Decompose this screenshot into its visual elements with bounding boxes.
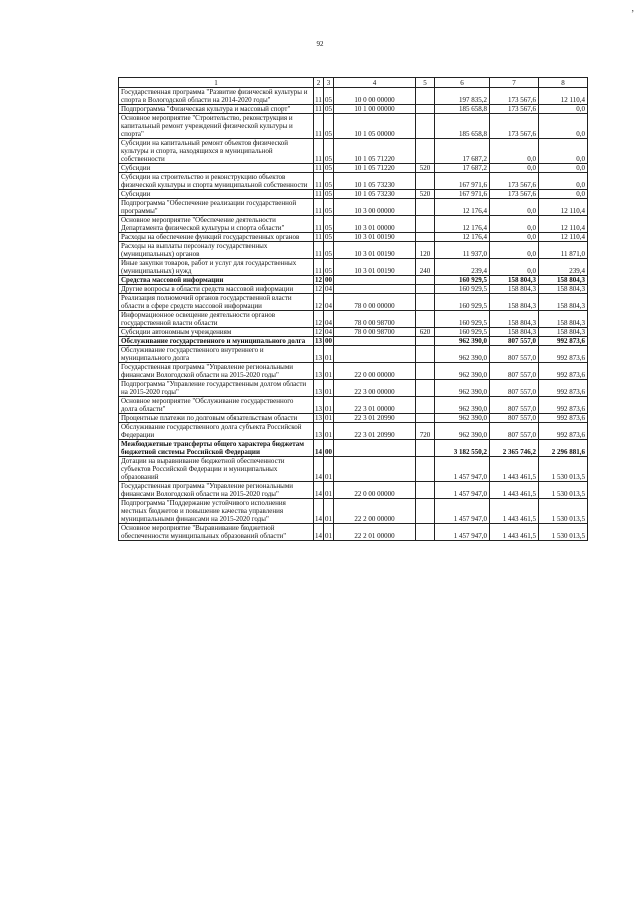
table-row [119,164,588,173]
section-code-cell: 12 [315,276,322,284]
subsection-code-cell: 05 [325,190,332,198]
target-code-cell: 10 3 01 00190 [334,242,416,259]
expense-type-cell [416,88,435,105]
subsection-code-cell: 05 [324,216,334,233]
expense-type-cell [416,233,435,242]
expense-type-cell: 520 [416,164,435,173]
expense-type-cell: 720 [416,423,435,440]
amount-col7-cell: 173 567,6 [490,105,539,114]
section-code-cell: 11 [315,190,322,198]
row-name-cell: Обслуживание государственного и муниципального долга [119,337,314,346]
target-code-cell: 10 0 00 00000 [334,88,416,105]
amount-col8-cell: 0,0 [539,139,588,164]
amount-col7-cell: 0,0 [490,259,539,276]
header-cell: 5 [416,78,435,88]
subsection-code-cell: 04 [324,294,334,311]
target-code-cell: 10 3 00 00000 [334,199,416,216]
section-code-cell: 11 [314,242,324,259]
amount-col8-cell: 11 871,0 [539,242,588,259]
amount-col6-cell: 962 390,0 [435,337,490,346]
table-row [119,346,588,363]
amount-col7-cell: 807 557,0 [490,423,539,440]
expense-type-cell [416,173,435,190]
amount-col7-cell: 0,0 [490,164,539,173]
row-name-cell: Государственная программа "Управление региональными финансами Вологодской области на 2015-2020 годы" [119,363,314,380]
amount-col8-cell: 12 110,4 [539,216,588,233]
target-code-cell: 10 1 05 71220 [334,139,416,164]
expense-type-cell [416,294,435,311]
row-name-cell: Основное мероприятие "Выравнивание бюджетной обеспеченности муниципальных образований области" [119,524,314,541]
row-name-cell: Информационное освещение деятельности органов государственной власти области [119,311,314,328]
table-row [119,259,588,276]
section-code-cell: 11 [315,164,322,172]
row-name-cell: Субсидии автономным учреждениям [119,328,314,337]
table-row [119,190,588,199]
amount-col8-cell: 1 530 013,5 [539,499,588,524]
amount-col6-cell: 1 457 947,0 [435,482,490,499]
expense-type-cell [416,346,435,363]
subsection-code-cell: 05 [324,199,334,216]
row-name-cell: Подпрограмма "Обеспечение реализации государственной программы" [119,199,314,216]
amount-col8-cell: 1 530 013,5 [539,457,588,482]
amount-col7-cell: 0,0 [490,242,539,259]
amount-col8-cell: 992 873,6 [539,346,588,363]
subsection-code-cell: 01 [324,423,334,440]
amount-col6-cell: 962 390,0 [435,363,490,380]
section-code-cell: 13 [314,346,324,363]
row-name-cell: Средства массовой информации [119,276,314,285]
section-code-cell: 14 [314,457,324,482]
table-row [119,233,588,242]
page-number: 92 [316,40,324,48]
section-code-cell: 12 [315,328,322,336]
row-name-cell: Субсидии [119,164,314,173]
amount-col7-cell: 0,0 [490,199,539,216]
amount-col8-cell: 2 296 881,6 [539,440,588,457]
row-name-cell: Основное мероприятие "Обеспечение деятельности Департамента физической культуры и спорта области" [119,216,314,233]
amount-col8-cell: 12 110,4 [539,199,588,216]
target-code-cell [334,346,416,363]
amount-col7-cell: 807 557,0 [490,363,539,380]
amount-col8-cell: 0,0 [539,173,588,190]
amount-col6-cell: 167 971,6 [435,173,490,190]
amount-col8-cell: 158 804,3 [539,311,588,328]
expense-type-cell [416,285,435,294]
target-code-cell: 22 2 00 00000 [334,499,416,524]
amount-col6-cell: 17 687,2 [435,139,490,164]
amount-col8-cell: 1 530 013,5 [539,482,588,499]
target-code-cell: 10 3 01 00190 [334,233,416,242]
table-row [119,499,588,524]
amount-col8-cell: 992 873,6 [539,414,588,423]
row-name-cell: Подпрограмма "Поддержание устойчивого исполнения местных бюджетов и повышение качества управления муниципальными финансами на 2015-2020 годы" [119,499,314,524]
expense-type-cell [416,499,435,524]
section-code-cell: 14 [314,524,324,541]
amount-col6-cell: 962 390,0 [435,346,490,363]
target-code-cell [334,457,416,482]
expense-type-cell: 620 [416,328,435,337]
subsection-code-cell: 01 [324,457,334,482]
target-code-cell: 22 3 01 20990 [334,414,416,423]
table-row [119,363,588,380]
section-code-cell: 12 [315,285,322,293]
subsection-code-cell: 01 [324,499,334,524]
section-code-cell: 11 [314,199,324,216]
table-row [119,114,588,139]
table-row [119,380,588,397]
amount-col6-cell: 11 937,0 [435,242,490,259]
amount-col8-cell: 158 804,3 [539,285,588,294]
target-code-cell [334,337,416,346]
subsection-code-cell: 01 [325,414,332,422]
amount-col7-cell: 173 567,6 [490,88,539,105]
section-code-cell: 13 [314,363,324,380]
expense-type-cell: 520 [416,190,435,199]
amount-col7-cell: 173 567,6 [490,190,539,199]
subsection-code-cell: 05 [325,105,332,113]
section-code-cell: 11 [314,139,324,164]
table-row [119,423,588,440]
expense-type-cell [416,337,435,346]
section-code-cell: 13 [314,380,324,397]
expense-type-cell [416,482,435,499]
row-name-cell: Другие вопросы в области средств массовой информации [119,285,314,294]
section-code-cell: 11 [314,173,324,190]
section-code-cell: 13 [314,423,324,440]
amount-col7-cell: 158 804,3 [490,294,539,311]
amount-col6-cell: 1 457 947,0 [435,457,490,482]
amount-col7-cell: 0,0 [490,139,539,164]
table-row [119,285,588,294]
target-code-cell: 10 3 01 00190 [334,259,416,276]
amount-col8-cell: 0,0 [539,190,588,199]
subsection-code-cell: 00 [325,337,332,345]
target-code-cell: 78 0 00 00000 [334,294,416,311]
subsection-code-cell: 00 [325,276,332,284]
amount-col7-cell: 807 557,0 [490,337,539,346]
subsection-code-cell: 05 [325,233,332,241]
target-code-cell: 10 1 05 00000 [334,114,416,139]
subsection-code-cell: 05 [324,88,334,105]
table-row [119,139,588,164]
subsection-code-cell: 05 [324,242,334,259]
corner-mark: , [631,3,634,14]
expense-type-cell: 240 [416,259,435,276]
amount-col8-cell: 992 873,6 [539,397,588,414]
amount-col7-cell: 1 443 461,5 [490,482,539,499]
table-row [119,105,588,114]
amount-col6-cell: 962 390,0 [435,397,490,414]
table-row [119,328,588,337]
expense-type-cell [416,216,435,233]
amount-col8-cell: 0,0 [539,114,588,139]
row-name-cell: Расходы на обеспечение функций государственных органов [119,233,314,242]
amount-col6-cell: 17 687,2 [435,164,490,173]
table-row [119,414,588,423]
target-code-cell: 10 1 05 73230 [334,190,416,199]
subsection-code-cell: 04 [325,328,332,336]
row-name-cell: Основное мероприятие "Обслуживание государственного долга области" [119,397,314,414]
subsection-code-cell: 05 [324,259,334,276]
expense-type-cell: 120 [416,242,435,259]
expense-type-cell [416,397,435,414]
amount-col6-cell: 160 929,5 [435,294,490,311]
amount-col6-cell: 12 176,4 [435,216,490,233]
table-row [119,173,588,190]
section-code-cell: 13 [315,414,322,422]
amount-col6-cell: 167 971,6 [435,190,490,199]
row-name-cell: Субсидии на капитальный ремонт объектов физической культуры и спорта, находящихся в муниципальной собственности [119,139,314,164]
table-row [119,457,588,482]
amount-col8-cell: 992 873,6 [539,380,588,397]
amount-col7-cell: 1 443 461,5 [490,457,539,482]
expense-type-cell [416,457,435,482]
expense-type-cell [416,199,435,216]
subsection-code-cell: 05 [324,114,334,139]
amount-col8-cell: 1 530 013,5 [539,524,588,541]
row-name-cell: Подпрограмма "Физическая культура и массовый спорт" [119,105,314,114]
row-name-cell: Обслуживание государственного долга субъекта Российской Федерации [119,423,314,440]
header-cell: 6 [435,78,490,88]
target-code-cell: 22 0 00 00000 [334,363,416,380]
amount-col6-cell: 12 176,4 [435,233,490,242]
amount-col6-cell: 962 390,0 [435,380,490,397]
section-code-cell: 11 [315,233,322,241]
amount-col7-cell: 158 804,3 [490,328,539,337]
header-cell: 4 [334,78,416,88]
amount-col7-cell: 173 567,6 [490,114,539,139]
subsection-code-cell: 01 [324,380,334,397]
amount-col6-cell: 185 658,8 [435,105,490,114]
section-code-cell: 11 [314,88,324,105]
amount-col6-cell: 185 658,8 [435,114,490,139]
header-cell: 2 [314,78,324,88]
section-code-cell: 14 [314,499,324,524]
row-name-cell: Иные закупки товаров, работ и услуг для государственных (муниципальных) нужд [119,259,314,276]
section-code-cell: 13 [314,397,324,414]
subsection-code-cell: 00 [324,440,334,457]
section-code-cell: 11 [314,259,324,276]
row-name-cell: Государственная программа "Развитие физической культуры и спорта в Вологодской области на 2014-2020 годы" [119,88,314,105]
section-code-cell: 12 [314,311,324,328]
subsection-code-cell: 04 [325,285,332,293]
target-code-cell: 78 0 00 98700 [334,328,416,337]
header-cell: 8 [539,78,588,88]
row-name-cell: Субсидии на строительство и реконструкцию объектов физической культуры и спорта муниципальной собственности [119,173,314,190]
subsection-code-cell: 01 [324,482,334,499]
row-name-cell: Государственная программа "Управление региональными финансами Вологодской области на 2015-2020 годы" [119,482,314,499]
target-code-cell: 10 1 05 73230 [334,173,416,190]
amount-col8-cell: 12 110,4 [539,88,588,105]
subsection-code-cell: 04 [324,311,334,328]
amount-col6-cell: 1 457 947,0 [435,524,490,541]
target-code-cell [334,285,416,294]
amount-col6-cell: 197 835,2 [435,88,490,105]
amount-col7-cell: 158 804,3 [490,285,539,294]
amount-col7-cell: 807 557,0 [490,380,539,397]
table-row [119,482,588,499]
table-row [119,524,588,541]
table-row [119,397,588,414]
amount-col8-cell: 992 873,6 [539,423,588,440]
amount-col7-cell: 1 443 461,5 [490,499,539,524]
row-name-cell: Межбюджетные трансферты общего характера бюджетам бюджетной системы Российской Федерации [119,440,314,457]
target-code-cell: 10 1 05 71220 [334,164,416,173]
expense-type-cell [416,105,435,114]
table-row [119,242,588,259]
expense-type-cell [416,380,435,397]
row-name-cell: Субсидии [119,190,314,199]
row-name-cell: Основное мероприятие "Строительство, реконструкция и капитальный ремонт учреждений физической культуры и спорта" [119,114,314,139]
section-code-cell: 11 [314,216,324,233]
expense-type-cell [416,139,435,164]
expense-type-cell [416,311,435,328]
table-row [119,337,588,346]
target-code-cell: 22 3 01 00000 [334,397,416,414]
amount-col7-cell: 2 365 746,2 [490,440,539,457]
target-code-cell: 10 3 01 00000 [334,216,416,233]
table-row [119,311,588,328]
expense-type-cell [416,114,435,139]
amount-col7-cell: 1 443 461,5 [490,524,539,541]
amount-col7-cell: 158 804,3 [490,276,539,285]
subsection-code-cell: 01 [324,346,334,363]
amount-col7-cell: 158 804,3 [490,311,539,328]
target-code-cell: 22 3 01 20990 [334,423,416,440]
header-cell: 7 [490,78,539,88]
table-row [119,199,588,216]
amount-col6-cell: 160 929,5 [435,328,490,337]
section-code-cell: 14 [314,482,324,499]
row-name-cell: Расходы на выплаты персоналу государственных (муниципальных) органов [119,242,314,259]
row-name-cell: Подпрограмма "Управление государственным долгом области на 2015-2020 годы" [119,380,314,397]
table-row [119,88,588,105]
table-header-row [119,78,588,88]
target-code-cell: 22 3 00 00000 [334,380,416,397]
expense-type-cell [416,414,435,423]
section-code-cell: 11 [314,114,324,139]
amount-col8-cell: 158 804,3 [539,276,588,285]
section-code-cell: 12 [314,294,324,311]
amount-col6-cell: 1 457 947,0 [435,499,490,524]
table-row [119,216,588,233]
amount-col6-cell: 160 929,5 [435,311,490,328]
subsection-code-cell: 05 [325,164,332,172]
amount-col7-cell: 0,0 [490,216,539,233]
amount-col8-cell: 12 110,4 [539,233,588,242]
table-row [119,276,588,285]
row-name-cell: Дотации на выравнивание бюджетной обеспеченности субъектов Российской Федерации и муниципальных образований [119,457,314,482]
amount-col6-cell: 3 182 550,2 [435,440,490,457]
amount-col6-cell: 239,4 [435,259,490,276]
amount-col6-cell: 160 929,5 [435,285,490,294]
target-code-cell: 22 2 01 00000 [334,524,416,541]
table-row [119,294,588,311]
subsection-code-cell: 05 [324,139,334,164]
expense-type-cell [416,440,435,457]
amount-col7-cell: 173 567,6 [490,173,539,190]
header-cell: 1 [119,78,314,88]
table-row [119,440,588,457]
target-code-cell: 22 0 00 00000 [334,482,416,499]
amount-col7-cell: 0,0 [490,233,539,242]
target-code-cell [334,440,416,457]
row-name-cell: Обслуживание государственного внутреннего и муниципального долга [119,346,314,363]
amount-col7-cell: 807 557,0 [490,414,539,423]
subsection-code-cell: 01 [324,524,334,541]
target-code-cell: 10 1 00 00000 [334,105,416,114]
section-code-cell: 13 [315,337,322,345]
target-code-cell: 78 0 00 98700 [334,311,416,328]
amount-col8-cell: 239,4 [539,259,588,276]
amount-col8-cell: 158 804,3 [539,328,588,337]
amount-col8-cell: 158 804,3 [539,294,588,311]
amount-col6-cell: 962 390,0 [435,423,490,440]
section-code-cell: 11 [315,105,322,113]
header-cell: 3 [324,78,334,88]
row-name-cell: Реализация полномочий органов государственной власти области в сфере средств массовой информации [119,294,314,311]
section-code-cell: 14 [314,440,324,457]
expense-type-cell [416,276,435,285]
amount-col6-cell: 962 390,0 [435,414,490,423]
amount-col7-cell: 807 557,0 [490,397,539,414]
amount-col8-cell: 992 873,6 [539,363,588,380]
amount-col7-cell: 807 557,0 [490,346,539,363]
budget-table [118,77,588,541]
target-code-cell [334,276,416,285]
subsection-code-cell: 01 [324,397,334,414]
subsection-code-cell: 05 [324,173,334,190]
subsection-code-cell: 01 [324,363,334,380]
row-name-cell: Процентные платежи по долговым обязательствам области [119,414,314,423]
amount-col6-cell: 12 176,4 [435,199,490,216]
amount-col8-cell: 992 873,6 [539,337,588,346]
expense-type-cell [416,524,435,541]
amount-col6-cell: 160 929,5 [435,276,490,285]
expense-type-cell [416,363,435,380]
amount-col8-cell: 0,0 [539,105,588,114]
amount-col8-cell: 0,0 [539,164,588,173]
